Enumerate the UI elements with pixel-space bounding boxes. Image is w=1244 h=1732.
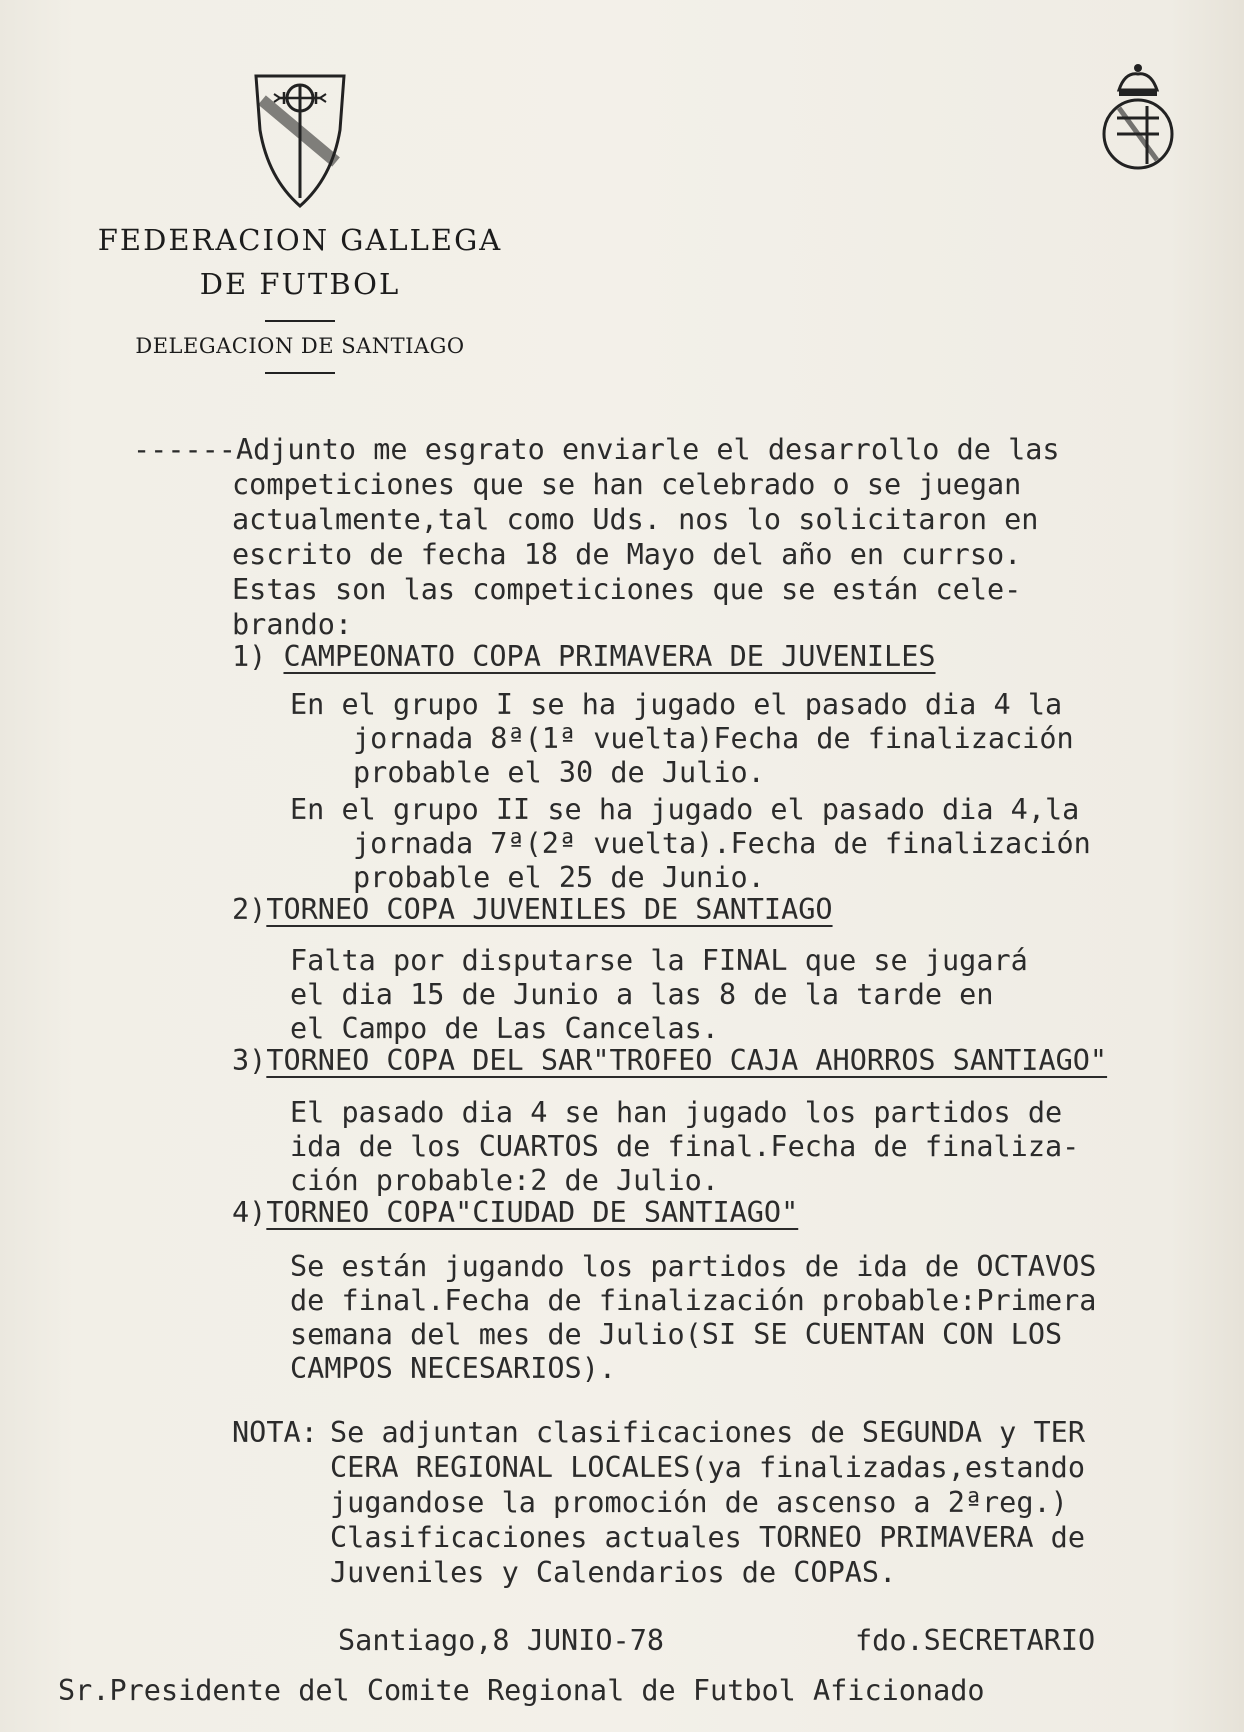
competition-2-title: TORNEO COPA JUVENILES DE SANTIAGO	[266, 893, 833, 926]
competition-3-number: 3)	[232, 1044, 267, 1077]
recipient: Sr.Presidente del Comite Regional de Futbol Aficionado	[58, 1674, 985, 1707]
competition-3-title: TORNEO COPA DEL SAR"TROFEO CAJA AHORROS SANTIAGO"	[266, 1044, 1108, 1077]
competition-4-line: CAMPOS NECESARIOS).	[290, 1352, 617, 1385]
competition-4-number: 4)	[232, 1196, 267, 1229]
federation-name-line2: DE FUTBOL	[199, 267, 401, 301]
competition-2-line: el dia 15 de Junio a las 8 de la tarde en	[290, 978, 994, 1011]
competition-3-line: ida de los CUARTOS de final.Fecha de finaliza-	[290, 1130, 1080, 1163]
intro-line-3: actualmente,tal como Uds. nos lo solicitaron en	[232, 503, 1039, 536]
federation-shield-icon	[252, 70, 348, 210]
letterhead-divider	[265, 320, 335, 322]
royal-federation-crest-icon	[1095, 60, 1181, 172]
competition-4-heading	[232, 1196, 798, 1229]
signature: fdo.SECRETARIO	[855, 1624, 1096, 1657]
competition-3-heading	[232, 1044, 1107, 1077]
competition-2-number: 2)	[232, 893, 267, 926]
competition-3-line: El pasado dia 4 se han jugado los partidos de	[290, 1096, 1063, 1129]
competition-1-line: probable el 25 de Junio.	[353, 861, 765, 894]
federation-name: FEDERACION GALLEGA	[97, 223, 503, 257]
intro-line-4: escrito de fecha 18 de Mayo del año en currso.	[232, 538, 1022, 571]
competition-1-title: CAMPEONATO COPA PRIMAVERA DE JUVENILES	[283, 640, 936, 673]
competition-2-line: el Campo de Las Cancelas.	[290, 1012, 719, 1045]
intro-line-6: brando:	[232, 608, 353, 641]
competition-1-line: jornada 8ª(1ª vuelta)Fecha de finalización	[353, 722, 1074, 755]
competition-4-line: semana del mes de Julio(SI SE CUENTAN CON LOS	[290, 1318, 1063, 1351]
letterhead	[90, 70, 510, 386]
nota-line: Se adjuntan clasificaciones de SEGUNDA y TER	[330, 1416, 1085, 1449]
competition-1-line: jornada 7ª(2ª vuelta).Fecha de finalización	[353, 827, 1091, 860]
intro-line-5: Estas son las competiciones que se están cele-	[232, 573, 1022, 606]
nota-line: CERA REGIONAL LOCALES(ya finalizadas,estando	[330, 1451, 1085, 1484]
nota-line: Clasificaciones actuales TORNEO PRIMAVERA de	[330, 1521, 1085, 1554]
place-date: Santiago,8 JUNIO-78	[338, 1624, 665, 1657]
nota-line: Juveniles y Calendarios de COPAS.	[330, 1556, 897, 1589]
competition-1-line: En el grupo II se ha jugado el pasado dia 4,la	[290, 793, 1080, 826]
intro-line-2: competiciones que se han celebrado o se juegan	[232, 468, 1022, 501]
intro-line-1: ------Adjunto me esgrato enviarle el desarrollo de las	[133, 433, 1060, 466]
competition-4-line: Se están jugando los partidos de ida de OCTAVOS	[290, 1250, 1097, 1283]
competition-1-line: En el grupo I se ha jugado el pasado dia 4 la	[290, 688, 1063, 721]
competition-2-line: Falta por disputarse la FINAL que se jugará	[290, 944, 1028, 977]
competition-3-line: ción probable:2 de Julio.	[290, 1164, 719, 1197]
competition-1-line: probable el 30 de Julio.	[353, 756, 765, 789]
nota-label: NOTA:	[232, 1416, 318, 1449]
letterhead-divider-bottom	[265, 372, 335, 374]
competition-1-heading	[232, 640, 936, 673]
competition-4-line: de final.Fecha de finalización probable:Primera	[290, 1284, 1097, 1317]
delegation-name: DELEGACION DE SANTIAGO	[135, 334, 465, 358]
competition-4-title: TORNEO COPA"CIUDAD DE SANTIAGO"	[266, 1196, 799, 1229]
competition-2-heading	[232, 893, 833, 926]
nota-line: jugandose la promoción de ascenso a 2ªreg.)	[330, 1486, 1068, 1519]
competition-1-number: 1)	[232, 640, 284, 673]
